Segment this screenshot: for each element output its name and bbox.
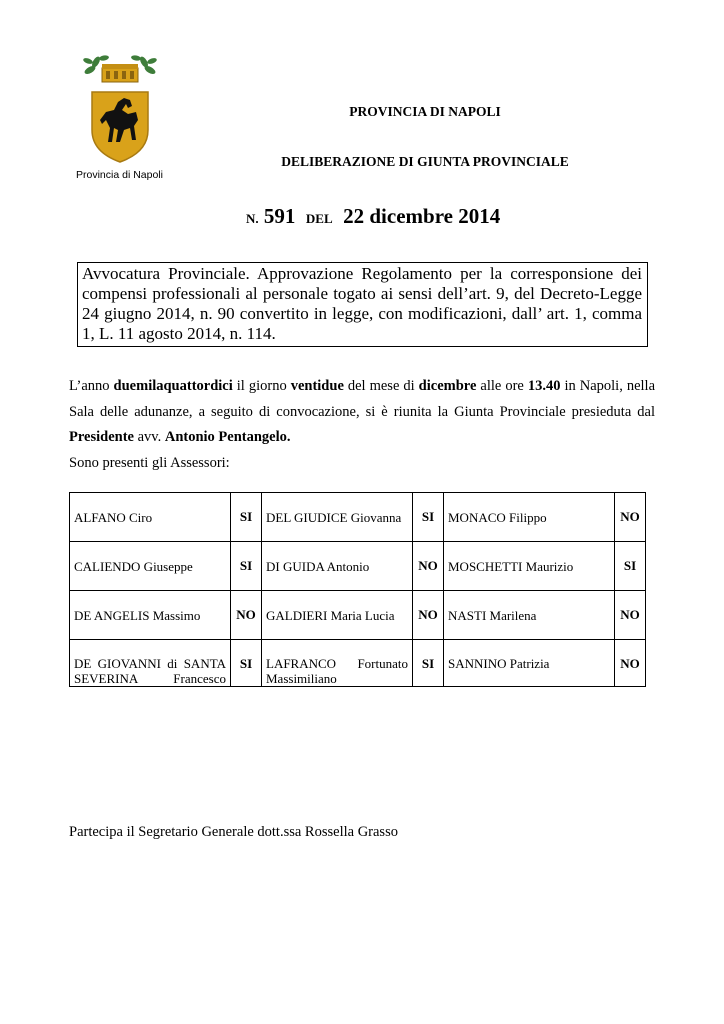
presence-value: SI [231, 542, 262, 591]
day-text: ventidue [290, 378, 344, 394]
president-name: Antonio Pentangelo. [164, 429, 291, 445]
presence-value: NO [413, 591, 444, 640]
table-row [70, 493, 646, 542]
province-logo [74, 48, 166, 188]
presence-value: SI [231, 493, 262, 542]
logo-caption: Provincia di Napoli [76, 169, 163, 181]
assessor-name: ALFANO Ciro [70, 493, 231, 542]
presence-value: NO [615, 493, 646, 542]
assessor-name: MOSCHETTI Maurizio [444, 542, 615, 591]
presence-value: NO [615, 591, 646, 640]
date-label: DEL [305, 211, 333, 226]
assessor-name: GALDIERI Maria Lucia [262, 591, 413, 640]
deliberation-number-line [246, 204, 500, 229]
assessor-name: NASTI Marilena [444, 591, 615, 640]
horse-crest-icon [80, 48, 160, 168]
body-text [69, 374, 655, 476]
presence-value: NO [413, 542, 444, 591]
presence-value: SI [231, 640, 262, 687]
text-run: del mese di [343, 378, 419, 394]
present-assessors-intro: Sono presenti gli Assessori: [69, 454, 230, 471]
assessor-name: MONACO Filippo [444, 493, 615, 542]
text-run: avv. [133, 429, 165, 445]
deliberation-title: DELIBERAZIONE DI GIUNTA PROVINCIALE [281, 154, 569, 169]
text-run: in Napoli, nella Sala delle adunanze, a seguito di convocazione, si è riunita la Giunta Provinciale presieduta dal [69, 378, 656, 420]
number-label: N. [246, 211, 259, 226]
text-run: il giorno [232, 378, 291, 394]
text-run: L’anno [69, 378, 114, 394]
province-title: PROVINCIA DI NAPOLI [349, 104, 501, 119]
assessor-name: DE ANGELIS Massimo [70, 591, 231, 640]
secretary-line: Partecipa il Segretario Generale dott.ssa Rossella Grasso [69, 824, 398, 840]
presence-value: SI [413, 493, 444, 542]
table-row [70, 542, 646, 591]
table-row [70, 640, 646, 687]
assessor-name: SANNINO Patrizia [444, 640, 615, 687]
subject-box: Avvocatura Provinciale. Approvazione Regolamento per la corresponsione dei compensi professionali al personale togato ai sensi dell’art. 9, del Decreto-Legge 24 giugno 2014, n. 90 convertito in legge, con modificazioni, dall’ art. 1, comma 1, L. 11 agosto 2014, n. 114. [77, 262, 648, 347]
month-text: dicembre [418, 378, 477, 394]
assessor-name: DEL GIUDICE Giovanna [262, 493, 413, 542]
time-text: 13.40 [527, 378, 561, 394]
presence-value: NO [231, 591, 262, 640]
president-label: Presidente [69, 429, 134, 445]
table-row [70, 591, 646, 640]
deliberation-number: 591 [263, 204, 296, 228]
opening-paragraph [69, 374, 655, 451]
assessor-name: DE GIOVANNI di SANTA SEVERINA Francesco [70, 640, 231, 687]
year-text: duemilaquattordici [113, 378, 233, 394]
deliberation-date: 22 dicembre 2014 [343, 204, 501, 228]
presence-value: NO [615, 640, 646, 687]
assessor-name: LAFRANCO Fortunato Massimiliano [262, 640, 413, 687]
text-run: alle ore [476, 378, 528, 394]
assessors-table [69, 492, 646, 687]
presence-value: SI [413, 640, 444, 687]
assessor-name: DI GUIDA Antonio [262, 542, 413, 591]
assessor-name: CALIENDO Giuseppe [70, 542, 231, 591]
presence-value: SI [615, 542, 646, 591]
